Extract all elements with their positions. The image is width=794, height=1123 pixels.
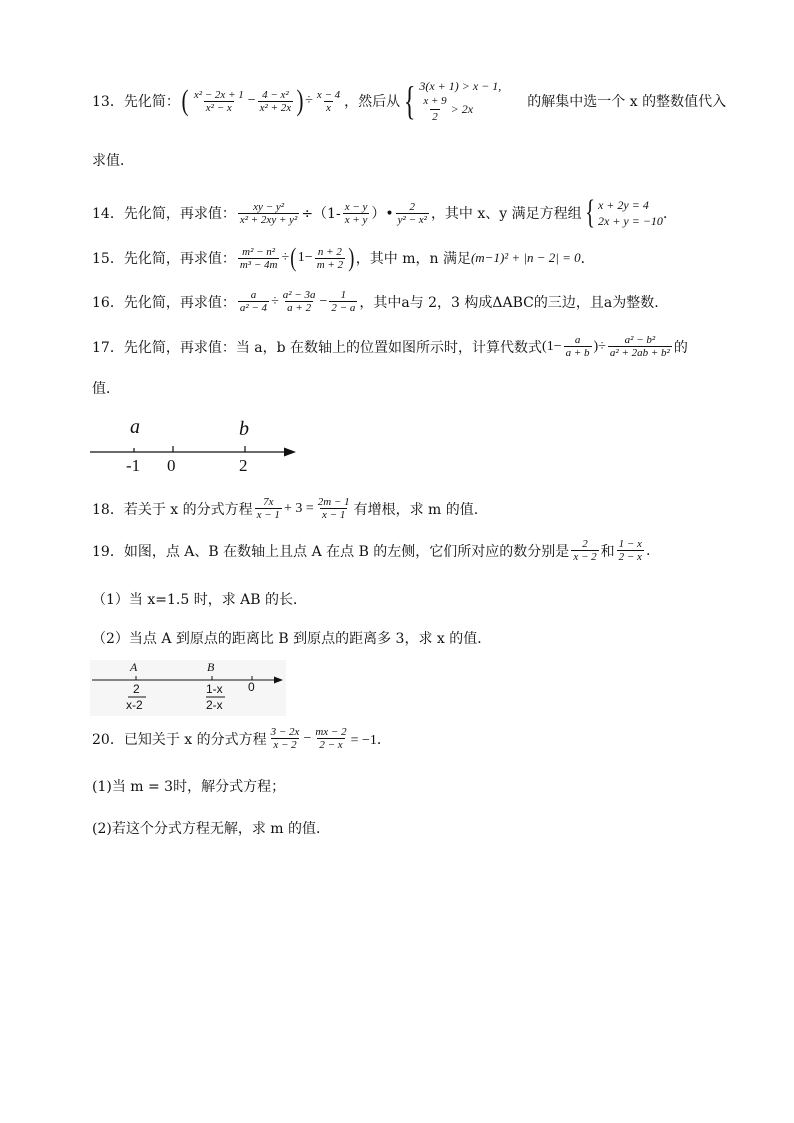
p17-frac2-den: a² + 2ab + b² xyxy=(609,347,670,359)
p19-frac1 xyxy=(571,538,598,563)
minus-sign: − xyxy=(247,93,256,109)
p15-frac1-num: m² − n² xyxy=(242,245,276,258)
p17-lead: 17．先化简，再求值：当 a，b 在数轴上的位置如图所示时，计算代数式 xyxy=(92,339,543,356)
p14-frac3-num: 2 xyxy=(409,200,416,213)
p13-ineq2-rhs: > 2x xyxy=(450,102,474,117)
p13-tail: 的解集中选一个 x 的整数值代入 xyxy=(527,94,727,111)
p13-ineq2-num: x + 9 xyxy=(423,95,447,108)
p13-frac2-num: 4 − x² xyxy=(262,88,289,101)
tick-label-neg1: -1 xyxy=(126,456,141,475)
problem-15-line xyxy=(92,245,595,271)
p19-frac2-num: 1 − x xyxy=(618,538,642,550)
p14-lead: 14．先化简，再求值： xyxy=(92,206,236,222)
p16-frac1 xyxy=(238,289,269,314)
p18-frac2 xyxy=(316,496,352,521)
p13-frac3-num: x − 4 xyxy=(316,88,341,101)
p18-frac2-den: x − 1 xyxy=(322,509,346,521)
problem-18-line xyxy=(92,496,478,521)
p13-frac1-den: x² − x xyxy=(205,101,232,114)
problem-13-line-1 xyxy=(92,78,726,125)
p19-frac2-den: 2 − x xyxy=(618,551,642,563)
p19-q1-text: （1）当 x=1.5 时，求 AB 的长． xyxy=(92,592,307,608)
p18-frac1-den: x − 1 xyxy=(256,509,280,521)
p16-op2: − xyxy=(319,293,328,309)
divide-sign: ÷ xyxy=(305,93,313,109)
p14-frac3-den: y² − x² xyxy=(397,213,427,226)
p13-ineq2 xyxy=(419,94,501,125)
p15-frac1 xyxy=(238,246,280,271)
p13-line2: 求值． xyxy=(92,153,134,169)
p16-frac3 xyxy=(329,289,357,314)
problem-16-line xyxy=(92,289,659,314)
p18-frac2-num: 2m − 1 xyxy=(317,496,350,508)
p15-tail: ，其中 m，n 满足 xyxy=(355,251,471,267)
p13-inequality-system xyxy=(419,78,501,125)
p17-expr-mid: )÷ xyxy=(593,338,606,354)
p14-mid2: ）• xyxy=(371,206,394,222)
p15-condition: (m−1)² + |n − 2| = 0 xyxy=(470,250,581,265)
p14-frac1-den: x² + 2xy + y² xyxy=(239,213,298,226)
p16-tail: ，其中a与 2，3 构成ΔABC的三边，且a为整数. xyxy=(359,294,659,311)
p16-frac2-num: a² − 3a xyxy=(282,289,316,301)
p13-mid: ，然后从 xyxy=(344,94,401,111)
p20-q1-text: (1)当 m = 3时，解分式方程； xyxy=(92,779,286,795)
p19-frac1-den: x − 2 xyxy=(573,551,597,563)
p19-number-line-svg xyxy=(90,660,286,716)
p20-q1 xyxy=(92,776,285,796)
p16-op1: ÷ xyxy=(271,293,279,309)
p20-frac2-num: mx − 2 xyxy=(315,726,347,738)
p20-frac2 xyxy=(313,726,348,751)
problem-17-line-1 xyxy=(92,334,688,359)
p14-eq1: x + 2y = 4 xyxy=(597,197,649,212)
problem-17-line-2 xyxy=(92,378,120,398)
axis-label-A: A xyxy=(130,660,138,674)
p14-frac1-num: xy − y² xyxy=(253,200,284,213)
p13-ineq1: 3(x + 1) > x − 1, xyxy=(419,79,502,93)
tick-label-2: 2 xyxy=(239,456,248,475)
p20-rhs: = −1． xyxy=(350,732,391,748)
p20-frac1-num: 3 − 2x xyxy=(270,726,300,738)
p20-op: − xyxy=(303,730,312,746)
p17-frac1-den: a + b xyxy=(565,347,590,359)
p16-frac1-num: a xyxy=(250,289,257,301)
problem-13-line-2 xyxy=(92,150,134,170)
left-brace: { xyxy=(584,194,595,231)
p18-tail: 有增根，求 m 的值. xyxy=(353,501,479,518)
p17-frac2-num: a² − b² xyxy=(624,334,656,346)
p17-frac1 xyxy=(564,334,592,359)
p14-frac2-num: x − y xyxy=(344,200,368,213)
problem-14-line xyxy=(92,196,677,230)
p20-lead: 20．已知关于 x 的分式方程 xyxy=(92,731,267,748)
p17-tail: 的 xyxy=(673,339,688,356)
left-brace: { xyxy=(403,78,416,124)
p15-divide: ÷ xyxy=(281,250,290,265)
p16-frac2 xyxy=(281,289,318,314)
p14-eq2: 2x + y = −10 xyxy=(597,214,663,228)
p15-frac1-den: m³ − 4m xyxy=(239,258,278,271)
p16-lead: 16．先化简，再求值： xyxy=(92,294,236,311)
p20-frac1-den: x − 2 xyxy=(273,739,297,751)
p16-frac3-num: 1 xyxy=(340,289,347,301)
p17-frac1-num: a xyxy=(574,334,581,346)
p13-frac2 xyxy=(258,89,294,114)
p19-number-line xyxy=(90,660,286,716)
problem-19-line xyxy=(92,538,650,563)
axis-label-B: B xyxy=(207,660,215,674)
p14-frac2 xyxy=(343,201,370,226)
p13-frac2-den: x² + 2x xyxy=(259,101,292,114)
axis-arrow-icon xyxy=(284,448,296,457)
p17-number-line xyxy=(88,412,308,482)
p15-inner-lead: 1− xyxy=(297,250,313,265)
p16-frac3-den: 2 − a xyxy=(331,302,356,314)
p18-mid: + 3 = xyxy=(283,500,314,516)
p19-frac1-num: 2 xyxy=(582,538,588,550)
tick-label-0: 0 xyxy=(167,456,176,475)
problem-20-line xyxy=(92,726,391,751)
p17-frac2 xyxy=(608,334,672,359)
p14-mid1: ÷（1- xyxy=(301,206,341,222)
p20-q2 xyxy=(92,818,330,838)
axis-B-num: 1-x xyxy=(206,682,223,696)
p19-q1 xyxy=(92,589,307,609)
p20-frac1 xyxy=(269,726,302,751)
p13-frac3 xyxy=(315,89,342,114)
p19-end: . xyxy=(645,542,651,559)
axis-label-a: a xyxy=(130,416,140,438)
p19-and: 和 xyxy=(600,543,615,560)
p15-frac2 xyxy=(315,246,345,271)
p20-frac2-den: 2 − x xyxy=(319,739,343,751)
p13-frac3-den: x xyxy=(326,101,331,114)
p19-lead: 19．如图，点 A、B 在数轴上且点 A 在点 B 的左侧，它们所对应的数分别是 xyxy=(92,543,570,560)
left-paren: ( xyxy=(290,243,297,272)
axis-A-num: 2 xyxy=(133,682,140,696)
p14-mid3: ，其中 x、y 满足方程组 xyxy=(430,206,582,222)
p14-equation-system xyxy=(598,197,663,229)
p14-end: ． xyxy=(662,206,677,222)
p18-frac1-num: 7x xyxy=(263,496,274,508)
p20-q2-text: (2)若这个分式方程无解，求 m 的值． xyxy=(92,821,331,837)
p14-frac3 xyxy=(396,201,429,226)
p13-ineq2-den: 2 xyxy=(432,111,438,124)
axis-arrow-icon xyxy=(274,677,283,684)
right-paren: ) xyxy=(348,243,355,272)
p16-frac1-den: a² − 4 xyxy=(239,302,268,314)
p15-frac2-num: n + 2 xyxy=(317,245,342,258)
p15-lead: 15．先化简，再求值： xyxy=(92,251,236,267)
p13-frac1-num: x² − 2x + 1 xyxy=(193,88,244,101)
p14-frac2-den: x + y xyxy=(344,213,368,226)
p19-q2-text: （2）当点 A 到原点的距离比 B 到原点的距离多 3，求 x 的值． xyxy=(92,631,492,647)
p14-frac1 xyxy=(238,201,299,226)
p19-q2 xyxy=(92,628,491,648)
p17-number-line-svg xyxy=(88,412,308,482)
p15-frac2-den: m + 2 xyxy=(316,258,344,271)
axis-A-den: x-2 xyxy=(126,698,143,712)
p13-frac1 xyxy=(192,89,246,114)
axis-label-0: 0 xyxy=(248,680,255,694)
p18-lead: 18．若关于 x 的分式方程 xyxy=(92,501,253,518)
axis-label-b: b xyxy=(239,418,249,440)
p18-frac1 xyxy=(255,496,282,521)
p16-frac2-den: a + 2 xyxy=(287,302,312,314)
left-paren: ( xyxy=(181,84,189,118)
axis-B-den: 2-x xyxy=(206,698,223,712)
p19-frac2 xyxy=(617,538,644,563)
right-paren: ) xyxy=(296,84,304,118)
p13-lead: 13．先化简： xyxy=(92,94,180,111)
p17-line2: 值． xyxy=(92,381,120,397)
p15-end: ． xyxy=(580,251,595,267)
p17-expr-lead: (1− xyxy=(542,338,562,354)
